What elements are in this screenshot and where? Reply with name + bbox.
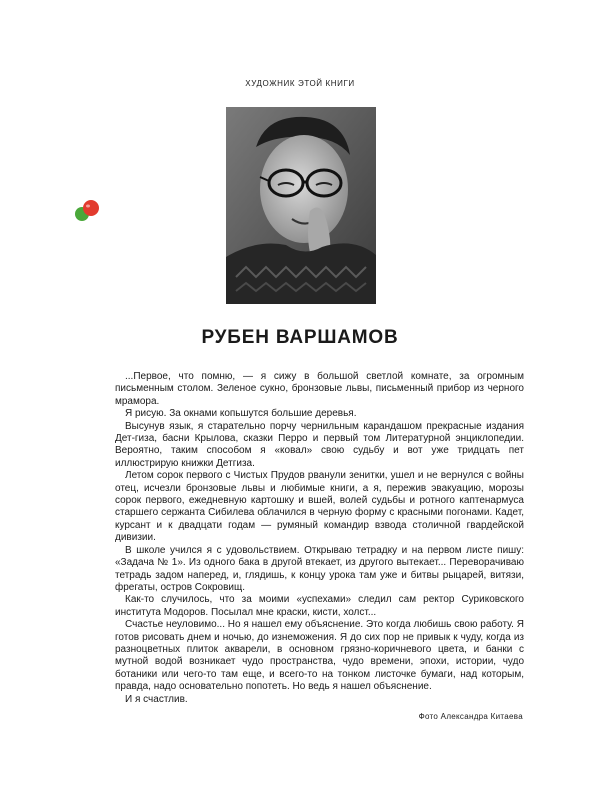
artist-portrait-photo xyxy=(226,107,376,304)
apple-decoration-icon xyxy=(72,196,102,226)
artist-name-title: РУБЕН ВАРШАМОВ xyxy=(201,327,399,348)
paragraph: Счастье неуловимо... Но я нашел ему объяснение. Это когда любишь свою работу. Я готов рисовать днем и ночью, до изнеможения. Я до сих пор не привык к чуду, когда из разноцветных плиток акварели, в основном грязно-коричневого цвета, и банки с мутной водой возникает чудо пространства, чудо времени, эпохи, истории, чудо ботаники или чего-то там еще, и всего-то на тонком листочке бумаги, над которым, правда, надо основательно попотеть. Но ведь я нашел объяснение. xyxy=(115,619,524,693)
book-section-label: ХУДОЖНИК ЭТОЙ КНИГИ xyxy=(245,79,355,88)
portrait-illustration xyxy=(226,107,376,304)
paragraph: Высунув язык, я старательно порчу чернильным карандашом прекрасные издания Дет-гиза, басни Крылова, сказки Перро и первый том Литературной энциклопедии. Вероятно, таким способом я «ковал» свою судьбу и вот уже тридцать пет иллюстрирую книжки Детгиза. xyxy=(115,420,524,469)
paragraph: Летом сорок первого с Чистых Прудов рванули зенитки, ушел и не вернулся с войны отец, исчезли бронзовые львы и любимые книги, а я, пережив эвакуацию, морозы сорок первого, ежедневную картошку и вшей, волей судьбы и ротного каптенармуса старшего сержанта Сибилева облачился в черную форму с красными погонами. Кадет, курсант и к двадцати годам — румяный командир взвода столичной гвардейской дивизии. xyxy=(115,470,524,544)
paragraph: ...Первое, что помню, — я сижу в большой светлой комнате, за огромным письменным столом. Зеленое сукно, бронзовые львы, письменный прибор из черного мрамора. xyxy=(115,371,524,407)
paragraph: И я счастлив. xyxy=(125,693,188,705)
photo-credit: Фото Александра Китаева xyxy=(418,712,523,721)
paragraph: Как-то случилось, что за моими «успехами» следил сам ректор Суриковского института Модоров. Посылал мне краски, кисти, холст... xyxy=(115,594,524,618)
paragraph: Я рисую. За окнами копьшутся большие деревья. xyxy=(125,408,357,420)
paragraph: В школе учился я с удовольствием. Открываю тетрадку и на первом листе пишу: «Задача № 1». Из одного бака в другой втекает, из другого вытекает... Переворачиваю тетрадь задом наперед, и, глядишь, к концу урока там уже и битвы рыцарей, витязи, фрегаты, остров Сокровищ. xyxy=(115,544,524,593)
biography-text xyxy=(115,371,524,706)
